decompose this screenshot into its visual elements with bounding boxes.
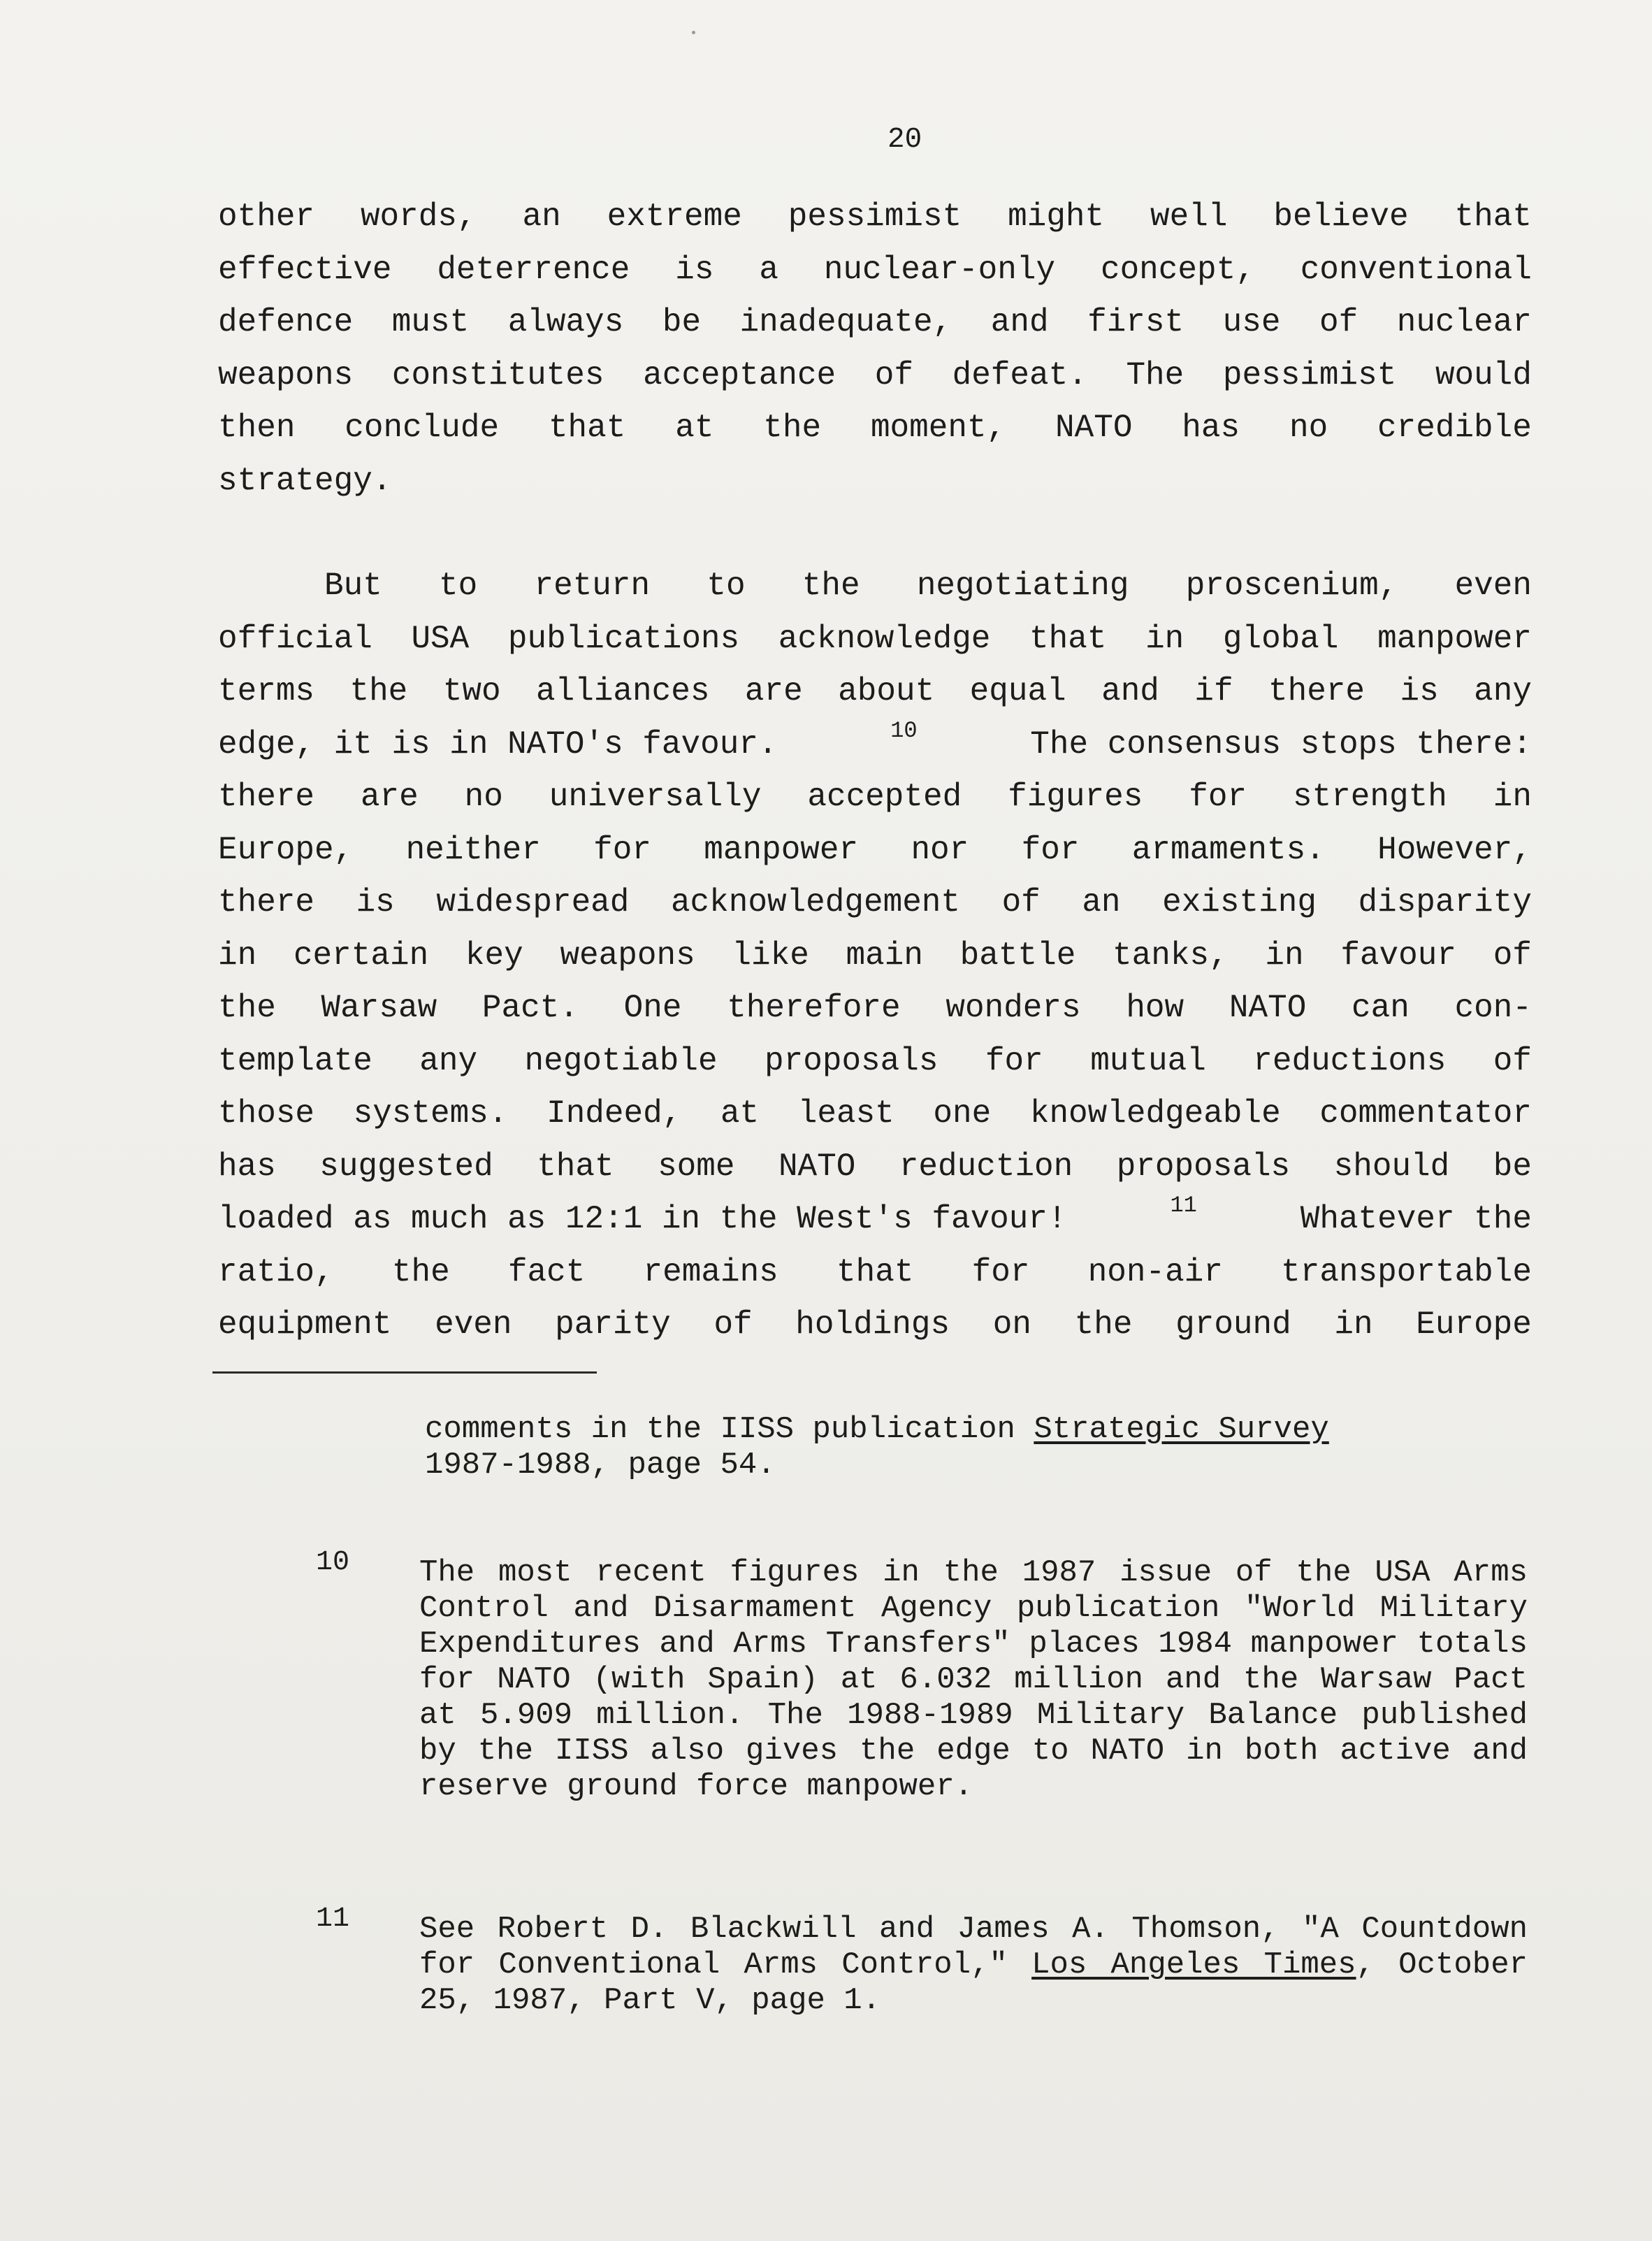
word: any [419,1042,478,1079]
word: weapons [560,937,695,974]
paragraph-2 [218,560,1532,1352]
word: extreme [607,199,742,235]
word: parity [555,1306,671,1343]
word: for [1189,779,1247,815]
text-line [218,191,1532,244]
word: like [732,937,809,974]
text-line-with-footnote-ref [218,1193,1532,1246]
text-line [218,244,1532,297]
word: that [1454,199,1532,235]
word: The [1126,356,1184,394]
word: for [1021,831,1080,868]
word: One [623,990,682,1026]
word: defeat. [952,356,1087,394]
word: has [1182,410,1240,446]
word: and [1101,673,1159,709]
text-line [218,1088,1532,1141]
word: an [522,199,561,235]
word: words, [360,199,477,235]
word: neither [405,831,541,868]
word: use [1222,304,1281,340]
word: publications [507,620,740,657]
word: NATO [1055,410,1133,446]
word: in [1334,1306,1373,1343]
word: always [507,304,624,340]
publication-title: Los Angeles Times [1031,1947,1356,1982]
word: constitutes [391,356,604,394]
word: battle [959,937,1076,974]
word: terms [218,673,315,709]
text-line [218,350,1532,403]
word: how [1126,990,1184,1026]
word: that [548,410,626,446]
word: be [1493,1148,1532,1185]
word: inadequate, [739,304,952,340]
word: that [537,1148,614,1185]
text-line-with-footnote-ref [218,719,1532,772]
word: proscenium, [1185,568,1398,604]
word: even [1454,568,1532,604]
word: credible [1377,410,1532,446]
word: and [990,304,1049,340]
word: alliances [536,673,710,709]
word: deterrence [437,251,630,288]
word: about [838,673,935,709]
footnote-text: , October 25, 1987, Part V, page 1. [419,1947,1528,2018]
word: then [218,410,296,446]
word: there [218,779,315,815]
word: acknowledge [778,620,991,657]
word: widespread [436,884,630,921]
word: conventional [1300,251,1532,288]
word: the [218,990,276,1026]
word: therefore [727,990,901,1026]
word: equal [969,673,1066,709]
word: But [324,568,382,604]
word: strength [1292,779,1447,815]
word: those [218,1095,315,1132]
word: the [391,1253,450,1290]
word: in [1145,620,1184,657]
word: even [435,1306,512,1343]
word: are [744,673,803,709]
word: figures [1008,779,1143,815]
text-line: strategy. [218,462,392,499]
word: effective [218,251,392,288]
word: favour [1340,937,1456,974]
word: NATO [1229,990,1307,1026]
word: is [1400,673,1439,709]
word: least [797,1095,894,1132]
word: of [1493,1042,1532,1079]
word: defence [218,304,354,340]
word: non-air [1087,1253,1223,1290]
word: main [846,937,923,974]
word: negotiating [916,568,1129,604]
word: some [658,1148,735,1185]
text-segment: edge, it is in NATO's favour. [218,726,778,763]
word: any [1474,673,1532,709]
word: has [218,1148,276,1185]
word: knowledgeable [1029,1095,1281,1132]
word: that [836,1253,914,1290]
word: pessimist [788,199,962,235]
word: remains [643,1253,778,1290]
footnote-ref-10[interactable]: 10 [890,717,918,744]
footnote-number-11: 11 [316,1903,350,1935]
word: transportable [1281,1253,1532,1290]
word: of [1001,884,1041,921]
word: of [874,356,913,394]
word: well [1150,199,1228,235]
word: one [933,1095,992,1132]
word: there [1268,673,1365,709]
word: Indeed, [546,1095,682,1132]
text-line [218,1141,1532,1194]
word: for [593,831,651,868]
word: holdings [795,1306,950,1343]
word: existing [1162,884,1317,921]
word: in [218,937,257,974]
footnote-divider [212,1371,597,1374]
word: global [1222,620,1339,657]
word: accepted [807,779,962,815]
word: of [1319,304,1358,340]
text-line [218,296,1532,350]
word: moment, [870,410,1006,446]
footnote-10: The most recent figures in the 1987 issue of the USA Arms Control and Disarmament Agency publication "World Military Expenditures and Arms Transfers" places 1984 manpower totals for NATO (with Spain) at 6.032 million and the Warsaw Pact at 5.909 million. The 1988-1989 Military Balance published by the IISS also gives the edge to NATO in both active and reserve ground force manpower. [419,1555,1528,1804]
word: would [1435,356,1532,394]
word: can [1352,990,1410,1026]
word: However, [1377,831,1532,868]
word: in [1265,937,1304,974]
footnote-number-10: 10 [316,1547,350,1578]
word: official [218,620,372,657]
word: to [439,568,478,604]
word: manpower [1377,620,1532,657]
text-segment: Whatever the [1300,1201,1532,1237]
word: two [442,673,501,709]
word: of [1493,937,1532,974]
word: the [349,673,408,709]
word: on [992,1306,1031,1343]
word: ratio, [218,1253,334,1290]
word: be [662,304,702,340]
word: there [218,884,315,921]
word: no [1289,410,1328,446]
word: other [218,199,315,235]
word: the [802,568,860,604]
text-line [218,402,1532,455]
text-line [218,930,1532,983]
paper-speck [692,31,695,34]
word: weapons [218,356,354,394]
footnote-text: See Robert D. Blackwill and James A. Thomson, "A Countdown for Conventional Arms Control," [419,1912,1528,1982]
word: Pact. [481,990,579,1026]
word: an [1082,884,1121,921]
word: acknowledgement [670,884,961,921]
word: disparity [1358,884,1532,921]
publication-title: Strategic Survey [1034,1412,1329,1447]
word: return [534,568,651,604]
word: concept, [1100,251,1255,288]
text-segment: loaded as much as 12:1 in the West's favour! [218,1201,1067,1237]
word: nuclear [1396,304,1532,340]
text-segment: The consensus stops there: [1030,726,1532,763]
word: pessimist [1222,356,1397,394]
text-line [218,877,1532,930]
text-line [218,1035,1532,1088]
word: nor [911,831,969,868]
word: the [763,410,822,446]
word: acceptance [643,356,836,394]
word: must [391,304,470,340]
word: first [1087,304,1184,340]
word: the [1074,1306,1133,1343]
word: of [713,1306,753,1343]
word: negotiable [524,1042,718,1079]
word: is [356,884,395,921]
word: Europe, [218,831,354,868]
word: template [218,1042,372,1079]
footnote-11 [419,1912,1528,2019]
text-line [218,560,1532,613]
word: should [1333,1148,1450,1185]
text-line [218,613,1532,666]
word: reduction [899,1148,1073,1185]
word: equipment [218,1306,392,1343]
word: Warsaw [321,990,437,1026]
footnote-text: 1987-1988, page 54. [425,1448,776,1483]
word: to [707,568,746,604]
word: systems. [353,1095,508,1132]
footnote-text: comments in the IISS publication [425,1412,1034,1447]
word: fact [507,1253,586,1290]
word: nuclear-only [823,251,1056,288]
word: at [720,1095,760,1132]
word: might [1008,199,1105,235]
text-line [218,1299,1532,1352]
word: USA [411,620,470,657]
word: certain [293,937,429,974]
page-number: 20 [887,124,922,156]
word: key [465,937,523,974]
paragraph-1 [218,191,1532,507]
text-line [218,982,1532,1035]
word: NATO [778,1148,856,1185]
word: tanks, [1113,937,1229,974]
word: proposals [765,1042,939,1079]
word: no [464,779,503,815]
word: a [759,251,778,288]
word: wonders [945,990,1081,1026]
word: that [1029,620,1107,657]
word: commentator [1319,1095,1532,1132]
text-line [218,1246,1532,1299]
word: conclude [345,410,500,446]
word: are [360,779,419,815]
word: at [675,410,714,446]
word: for [971,1253,1030,1290]
word: in [1493,779,1532,815]
word: universally [549,779,762,815]
footnote-ref-11[interactable]: 11 [1170,1192,1197,1218]
word: con- [1454,990,1532,1026]
word: Europe [1416,1306,1532,1343]
text-line [218,771,1532,824]
word: for [985,1042,1043,1079]
footnote-continued [425,1412,1528,1483]
text-line [218,824,1532,877]
word: believe [1273,199,1409,235]
word: is [675,251,714,288]
text-line [218,665,1532,719]
word: if [1194,673,1233,709]
word: suggested [319,1148,493,1185]
word: ground [1175,1306,1291,1343]
word: mutual [1090,1042,1206,1079]
word: armaments. [1131,831,1325,868]
word: reductions [1253,1042,1447,1079]
word: proposals [1116,1148,1291,1185]
word: manpower [704,831,859,868]
